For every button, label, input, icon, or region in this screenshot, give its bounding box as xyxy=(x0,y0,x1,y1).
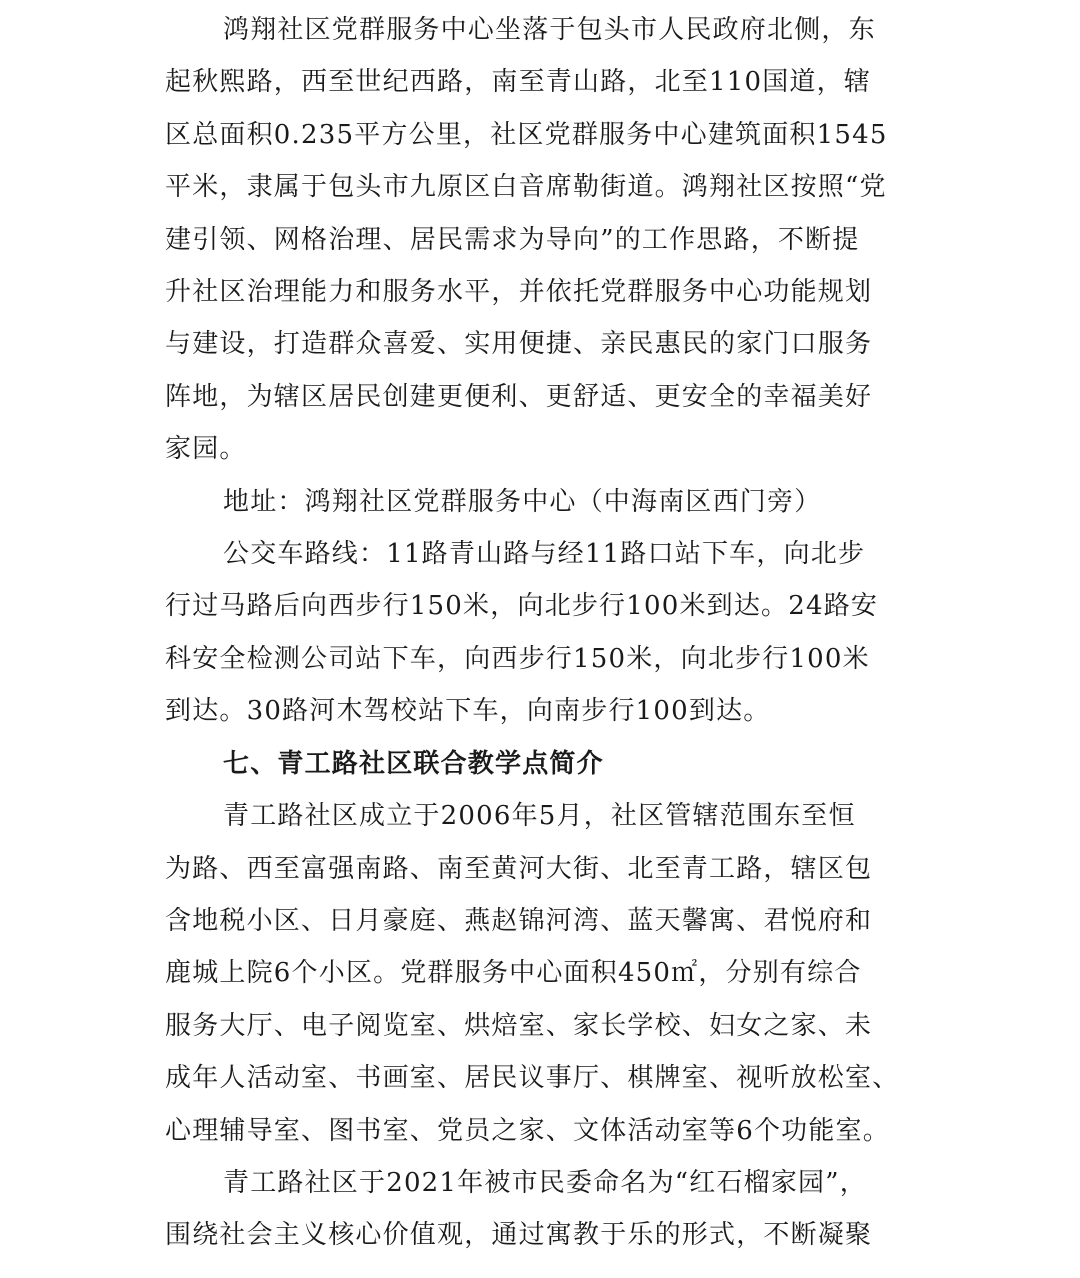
text-line: 青工路社区成立于2006年5月，社区管辖范围东至恒 xyxy=(223,801,856,832)
text-line: 围绕社会主义核心价值观，通过寓教于乐的形式，不断凝聚 xyxy=(165,1220,873,1251)
text-line: 行过马路后向西步行150米，向北步行100米到达。24路安 xyxy=(165,591,879,622)
text-line: 平米，隶属于包头市九原区白音席勒街道。鸿翔社区按照“党 xyxy=(165,172,887,203)
text-line: 与建设，打造群众喜爱、实用便捷、亲民惠民的家门口服务 xyxy=(165,329,873,360)
text-line: 区总面积0.235平方公里，社区党群服务中心建筑面积1545 xyxy=(165,119,888,150)
text-line: 心理辅导室、图书室、党员之家、文体活动室等6个功能室。 xyxy=(165,1115,890,1146)
text-line: 升社区治理能力和服务水平，并依托党群服务中心功能规划 xyxy=(165,277,873,308)
text-line: 科安全检测公司站下车，向西步行150米，向北步行100米 xyxy=(165,643,870,674)
text-line: 青工路社区于2021年被市民委命名为“红石榴家园”， xyxy=(223,1167,867,1198)
paragraph-bus-routes xyxy=(165,528,917,738)
text-line: 建引领、网格治理、居民需求为导向”的工作思路，不断提 xyxy=(165,224,860,255)
text-line: 到达。30路河木驾校站下车，向南步行100到达。 xyxy=(165,696,771,727)
paragraph-red-pomegranate xyxy=(165,1157,917,1262)
document-page xyxy=(165,0,917,1262)
text-line: 服务大厅、电子阅览室、烘焙室、家长学校、妇女之家、未 xyxy=(165,1010,873,1041)
paragraph-address xyxy=(165,476,917,528)
paragraph-qinggonglu-intro xyxy=(165,790,917,1157)
text-line: 阵地，为辖区居民创建更便利、更舒适、更安全的幸福美好 xyxy=(165,381,873,412)
text-line: 家园。 xyxy=(165,434,247,465)
section-heading xyxy=(165,738,917,790)
text-line: 鸿翔社区党群服务中心坐落于包头市人民政府北侧，东 xyxy=(223,15,876,45)
text-line: 地址：鸿翔社区党群服务中心（中海南区西门旁） xyxy=(223,486,822,517)
text-line: 鹿城上院6个小区。党群服务中心面积450㎡，分别有综合 xyxy=(165,958,862,989)
text-line: 公交车路线：11路青山路与经11路口站下车，向北步 xyxy=(223,539,866,570)
text-line: 为路、西至富强南路、南至黄河大街、北至青工路，辖区包 xyxy=(165,853,873,884)
section-heading-text: 七、青工路社区联合教学点简介 xyxy=(223,748,604,779)
text-line: 含地税小区、日月豪庭、燕赵锦河湾、蓝天馨寓、君悦府和 xyxy=(165,905,873,936)
text-line: 起秋熙路，西至世纪西路，南至青山路，北至110国道，辖 xyxy=(165,67,872,98)
paragraph-hongxiang-intro xyxy=(165,4,917,476)
text-line: 成年人活动室、书画室、居民议事厅、棋牌室、视听放松室、 xyxy=(165,1063,900,1094)
